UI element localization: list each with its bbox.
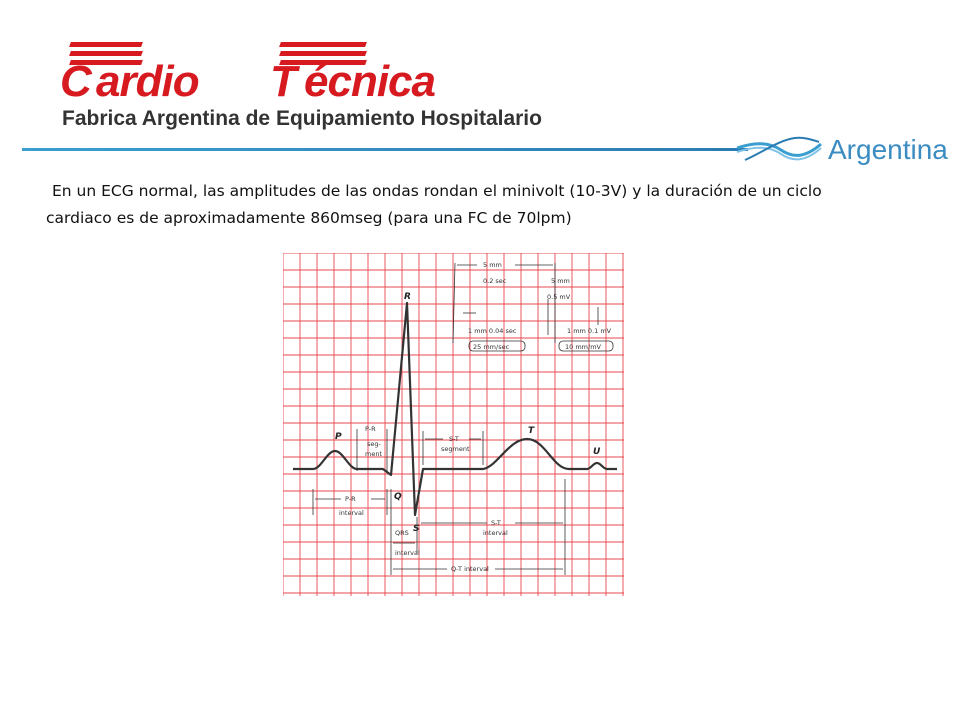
big-box-volt-label: 5 mm (551, 277, 570, 285)
paper-speed-label: 25 mm/sec (473, 343, 510, 351)
big-box-volt-mv: 0.5 mV (547, 293, 571, 301)
s-wave-label: S (413, 524, 420, 534)
st-interval-label: S-T (491, 519, 501, 527)
r-wave-label: R (404, 292, 411, 302)
p-wave-label: P (335, 432, 342, 442)
argentina-swoosh-icon (735, 132, 827, 168)
logo-word-cardio: ardio (96, 57, 199, 106)
caption-line-2: cardiaco es de aproximadamente 860mseg (para una FC de 70lpm) (46, 209, 572, 227)
t-wave-label: T (528, 426, 535, 436)
logo-word-tecnica: écnica (304, 57, 435, 106)
st-segment-label: S-T (449, 435, 459, 443)
st-segment-label-line2: segment (441, 445, 470, 453)
header-divider-line (22, 148, 748, 151)
pr-segment-label: P-R (365, 425, 376, 433)
qrs-interval-label-line2: interval (395, 549, 420, 557)
logo-subtitle: Fabrica Argentina de Equipamiento Hospitalario (62, 107, 542, 130)
small-box-volt-label: 1 mm 0.1 mV (567, 327, 612, 335)
pr-segment-label-line2: seg- (367, 440, 381, 448)
qt-interval-label: Q-T interval (451, 565, 489, 573)
small-box-time-label: 1 mm 0.04 sec (468, 327, 517, 335)
ecg-diagram (283, 253, 624, 596)
caption-text (46, 178, 926, 232)
argentina-label: Argentina (828, 134, 948, 165)
logo-letter-t: T (270, 57, 296, 106)
cardio-tecnica-logo (48, 36, 542, 136)
gain-label: 10 mm/mV (565, 343, 601, 351)
ecg-grid (283, 253, 624, 596)
pr-segment-label-line3: ment (365, 450, 382, 458)
logo-letter-c: C (60, 57, 91, 106)
big-box-time-seconds: 0.2 sec (483, 277, 507, 285)
st-interval-label-line2: interval (483, 529, 508, 537)
pr-interval-label-line2: interval (339, 509, 364, 517)
caption-line-1: En un ECG normal, las amplitudes de las ondas rondan el minivolt (10-3V) y la duración de un ciclo (52, 182, 822, 200)
q-wave-label: Q (394, 492, 402, 502)
big-box-time-label: 5 mm (483, 261, 502, 269)
u-wave-label: U (593, 447, 601, 457)
pr-interval-label: P-R (345, 495, 356, 503)
qrs-interval-label: QRS (395, 529, 409, 537)
